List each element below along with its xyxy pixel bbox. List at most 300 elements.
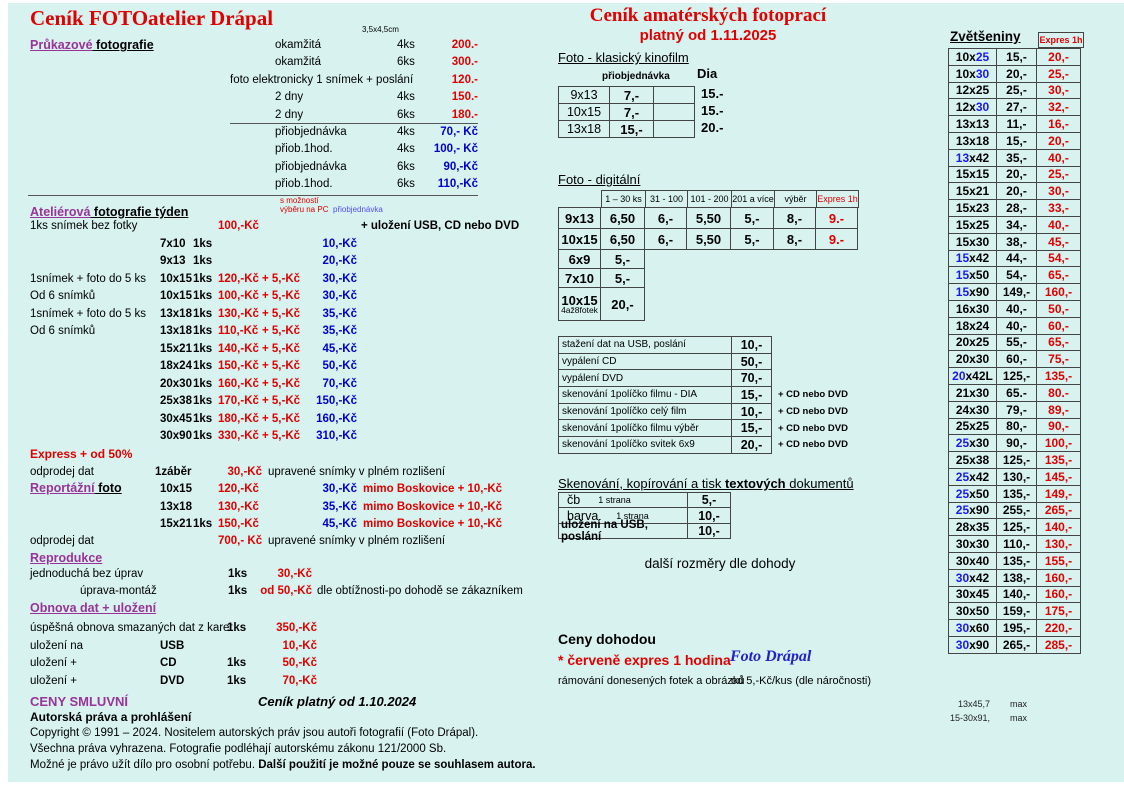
order-price: 70,-Kč	[322, 377, 357, 390]
enlargement-row	[948, 586, 1081, 604]
price: 100,- Kč	[433, 143, 478, 156]
price: 10,-	[731, 403, 772, 421]
price: 120.-	[451, 73, 478, 86]
price: 135,-	[996, 552, 1037, 570]
size	[948, 485, 997, 503]
odprodej-row-1	[30, 464, 535, 482]
express-price: 100,-	[1036, 434, 1081, 452]
price: 54,-	[996, 266, 1037, 284]
heading-scan	[558, 476, 854, 491]
scan-heading-post: dokumentů	[785, 476, 854, 491]
size	[948, 552, 997, 570]
price: 5,50	[686, 228, 731, 250]
heading-rest: foto	[94, 481, 122, 495]
digital-row	[558, 228, 859, 250]
quantity: 1ks	[227, 622, 247, 634]
order-price: 35,-Kč	[322, 325, 357, 337]
price: 5,50	[686, 207, 731, 229]
enlargement-row	[948, 82, 1081, 100]
item-label: 1snímek + foto do 5 ks	[30, 272, 147, 285]
atelier-rows	[30, 218, 535, 446]
size	[948, 334, 997, 352]
spacer	[357, 428, 535, 446]
price: 25,-	[996, 82, 1037, 100]
size-part: 15x15	[955, 167, 990, 182]
express-price: 60,-	[1036, 317, 1081, 335]
price: 40,-	[996, 317, 1037, 335]
price: 35,-	[996, 149, 1037, 167]
order-price: 30,-Kč	[322, 483, 357, 495]
surcharge: + 5,-Kč	[262, 342, 301, 355]
size-part-highlight: 15	[955, 285, 970, 300]
size	[948, 115, 997, 133]
item-label: přiobjednávka	[275, 125, 347, 138]
service-row	[558, 419, 848, 437]
size-part: 10x	[955, 66, 976, 81]
price: od 50,-Kč	[260, 585, 312, 598]
heading-rest: fotografie	[92, 38, 154, 52]
item-label: 2 dny	[230, 107, 395, 124]
price: 350,-Kč	[276, 622, 317, 634]
item-label: okamžitá	[275, 39, 322, 51]
size: 13x18	[558, 120, 610, 138]
item-label: přiobjednávka	[275, 160, 347, 173]
service-row	[558, 369, 848, 387]
enlargement-row	[948, 266, 1081, 284]
enlargement-row	[948, 233, 1081, 251]
heading-accent: Průkazové	[30, 38, 93, 52]
size	[948, 166, 997, 184]
size-part: 15x30	[955, 234, 990, 249]
price	[218, 253, 262, 271]
size	[948, 283, 997, 301]
price: 700,- Kč	[218, 535, 263, 547]
size	[948, 250, 997, 268]
media-note: + CD nebo DVD	[778, 389, 848, 401]
size: 10x15	[160, 483, 192, 495]
service-label: skenování 1políčko celý film	[558, 403, 732, 421]
size: 20x30	[160, 377, 192, 390]
atelier-col-note-blue: přiobjednávka	[333, 205, 383, 214]
column-header: výběr	[774, 190, 817, 208]
price: 20,-	[731, 436, 772, 454]
price: 125,-	[996, 367, 1037, 385]
size: 13x18	[160, 307, 192, 320]
column-header: 101 - 200	[687, 190, 732, 208]
express-price: 65,-	[1036, 334, 1081, 352]
quantity: 6ks	[397, 160, 415, 173]
ramovani-row	[558, 675, 871, 687]
note	[312, 566, 535, 583]
price: 200.-	[451, 39, 478, 51]
digital-table	[558, 190, 859, 321]
size	[948, 535, 997, 553]
quantity: 1ks	[193, 360, 213, 372]
per-page-note: 1 strana	[616, 510, 649, 521]
quantity: 1ks	[228, 568, 248, 580]
size	[948, 233, 997, 251]
price: 8,-	[773, 207, 816, 229]
express-price: 149,-	[1036, 485, 1081, 503]
express-price: 135,-	[1036, 367, 1081, 385]
order-price: 150,-Kč	[316, 395, 357, 407]
odprodej-row-2	[30, 533, 535, 551]
quantity	[395, 72, 428, 89]
autorska-prava: Autorská práva a prohlášení	[30, 710, 192, 724]
enlargement-row	[948, 334, 1081, 352]
size: 15x21	[160, 518, 192, 530]
platny-od: Ceník platný od 1.10.2024	[258, 694, 417, 709]
size-part: x42L	[965, 369, 993, 384]
price: 40,-	[996, 300, 1037, 318]
quantity: 4ks	[397, 91, 415, 104]
size	[948, 65, 997, 83]
quantity: 1ks	[193, 518, 213, 530]
price: 11,-	[996, 115, 1037, 133]
item-label: úprava-montáž	[80, 585, 157, 598]
express-price: 9.-	[815, 228, 858, 250]
express-price: 20,-	[1036, 48, 1081, 66]
size-part-highlight: 30	[955, 620, 970, 635]
price: 110,-Kč	[437, 178, 478, 191]
item-label: okamžitá	[275, 56, 322, 69]
quantity: 1ks	[193, 237, 213, 250]
expres-header-box: Expres 1h	[1038, 32, 1084, 48]
heading-zvetseniny: Zvětšeniny	[950, 29, 1021, 44]
item-label: Od 6 snímků	[30, 290, 96, 302]
price: 7,-	[609, 86, 654, 104]
scan-heading-pre: Skenování, kopírování a tisk	[558, 476, 725, 491]
price: 44,-	[996, 250, 1037, 268]
enlargement-row	[948, 65, 1081, 83]
spacer	[30, 499, 160, 517]
size	[948, 182, 997, 200]
order-price: 35,-Kč	[322, 307, 357, 320]
price: 159,-	[996, 602, 1037, 620]
size: 30x45	[160, 412, 192, 425]
price: 70,- Kč	[440, 125, 478, 138]
service-row	[558, 403, 848, 421]
region-surcharge-note: mimo Boskovice + 10,-Kč	[363, 483, 503, 495]
ramovani-label: rámování donesených fotek a obrázků	[558, 675, 745, 687]
enlargement-row	[948, 166, 1081, 184]
size: 25x38	[160, 395, 192, 407]
order-price: 35,-Kč	[322, 500, 357, 513]
service-label: skenování 1políčko filmu výběr	[558, 419, 732, 437]
service-label: skenování 1políčko filmu - DIA	[558, 386, 732, 404]
size-part: 12x25	[955, 83, 990, 98]
quantity: 1ks	[193, 325, 213, 337]
size-part: 15x25	[955, 217, 990, 232]
surcharge: + 5,-Kč	[262, 272, 301, 285]
size	[948, 317, 997, 335]
quantity: 4ks	[397, 39, 415, 51]
express-price: 25,-	[1036, 65, 1081, 83]
size-part: x90	[969, 285, 990, 300]
spacer	[357, 411, 535, 429]
price: 180.-	[428, 107, 478, 124]
size	[948, 418, 997, 436]
size-part: 13x13	[955, 117, 990, 132]
spacer	[357, 376, 535, 394]
price: 27,-	[996, 98, 1037, 116]
price: 255,-	[996, 502, 1037, 520]
price: 20,-	[600, 287, 645, 321]
heading-accent: Obnova dat + uložení	[30, 601, 157, 615]
reprodukce-rows	[30, 566, 535, 601]
size: 9x13	[160, 255, 186, 267]
size-part: 18x24	[955, 318, 990, 333]
quantity: 1ks	[193, 290, 213, 302]
size-part: x50	[969, 486, 990, 501]
price: 10,-	[687, 523, 731, 539]
item-label: 1snímek + foto do 5 ks	[30, 307, 147, 320]
price: 38,-	[996, 233, 1037, 251]
enlargement-row	[948, 418, 1081, 436]
enlargement-row	[948, 434, 1081, 452]
service-label: skenování 1políčko svitek 6x9	[558, 436, 732, 454]
price: 5,-	[730, 228, 774, 250]
digital-row	[558, 249, 859, 269]
express-price: 160,-	[1036, 586, 1081, 604]
express-price: 30,-	[1036, 82, 1081, 100]
express-price: 89,-	[1036, 401, 1081, 419]
dia-price: 15.-	[701, 86, 724, 101]
size-part-highlight: 20	[952, 369, 966, 384]
enlargement-row	[948, 367, 1081, 385]
spacer	[357, 341, 535, 359]
price: 10,-	[687, 507, 731, 523]
enlargement-row	[948, 149, 1081, 167]
column-header: 1 – 30 ks	[601, 190, 646, 208]
size	[948, 518, 997, 536]
item-label: přiob.1hod.	[275, 143, 333, 156]
item-label: uložení +	[30, 674, 77, 687]
size	[948, 401, 997, 419]
enlargement-row	[948, 199, 1081, 217]
enlargement-row	[948, 401, 1081, 419]
footnote-max: max	[1010, 713, 1028, 723]
kinofilm-row	[558, 103, 750, 121]
size: 10x15	[160, 290, 192, 302]
heading-accent: Reportážní	[30, 481, 95, 495]
price: 125,-	[996, 518, 1037, 536]
obnova-rows	[30, 620, 317, 690]
express-price: 20,-	[1036, 132, 1081, 150]
express-price: 155,-	[1036, 552, 1081, 570]
quantity	[195, 638, 260, 656]
ceny-dohodou: Ceny dohodou	[558, 631, 656, 647]
price: 300.-	[451, 56, 478, 69]
quantity: 1ks	[193, 377, 213, 390]
enlargement-row	[948, 636, 1081, 654]
item-label	[30, 341, 160, 359]
size-part-highlight: 25	[955, 503, 970, 518]
size	[948, 350, 997, 368]
item-label: uložení na	[30, 639, 84, 652]
size-part-highlight: 30	[975, 66, 990, 81]
medium: DVD	[160, 674, 185, 687]
item-label	[30, 253, 160, 271]
size-part: 30x45	[955, 587, 990, 602]
price: 330,-Kč	[218, 430, 259, 442]
size	[948, 48, 997, 66]
price: 110,-	[996, 535, 1037, 553]
price: 150,-Kč	[218, 518, 259, 530]
size	[948, 451, 997, 469]
spacer	[262, 499, 304, 517]
size: 10x15	[558, 103, 610, 121]
region-surcharge-note: mimo Boskovice + 10,-Kč	[363, 500, 503, 513]
price: 6,-	[644, 228, 687, 250]
footnote-1	[958, 699, 1028, 709]
order-price: 45,-Kč	[322, 518, 357, 530]
copyright-line-2: Všechna práva vyhrazena. Fotografie podléhají autorskému zákonu 121/2000 Sb.	[30, 743, 447, 755]
size	[948, 619, 997, 637]
size-part: x42	[969, 150, 990, 165]
quantity: 1ks	[193, 395, 213, 407]
storage-note: + uložení USB, CD nebo DVD	[361, 220, 520, 232]
order-price: 45,-Kč	[322, 342, 357, 355]
footnote-max: max	[1010, 699, 1028, 709]
price: 34,-	[996, 216, 1037, 234]
express-price: 25,-	[1036, 166, 1081, 184]
express-price: 40,-	[1036, 149, 1081, 167]
express-price: 285,-	[1036, 636, 1081, 654]
price: 5,-	[600, 268, 645, 288]
size: 13x18	[160, 500, 192, 513]
enlargement-row	[948, 216, 1081, 234]
copyright-line-3	[30, 759, 536, 771]
price: 90,-	[996, 434, 1037, 452]
size-note: 3,5x4,5cm	[362, 25, 399, 34]
enlargement-row	[948, 350, 1081, 368]
scan-label	[558, 518, 688, 543]
size	[948, 367, 997, 385]
express-price: 160,-	[1036, 569, 1081, 587]
size-part: 20x30	[955, 352, 990, 367]
price: 15,-	[731, 419, 772, 437]
spacer	[357, 306, 535, 324]
surcharge: + 5,-Kč	[262, 290, 301, 302]
size-part: x50	[969, 268, 990, 283]
price: 138,-	[996, 569, 1037, 587]
order-price: 50,-Kč	[322, 360, 357, 372]
size-part: 12x	[955, 100, 976, 115]
express-price: 265,-	[1036, 502, 1081, 520]
size-part-highlight: 30	[955, 637, 970, 652]
size	[948, 636, 997, 654]
enlargement-row	[948, 283, 1081, 301]
enlargement-row	[948, 115, 1081, 133]
express-price: 175,-	[1036, 602, 1081, 620]
enlargement-row	[948, 502, 1081, 520]
spacer	[262, 481, 304, 499]
size-part-highlight: 15	[955, 268, 970, 283]
label-text: barva	[567, 508, 599, 523]
size	[948, 569, 997, 587]
price: 6,-	[644, 207, 687, 229]
size-part: 30x50	[955, 604, 990, 619]
express-price: 50,-	[1036, 300, 1081, 318]
line3-normal: Možné je právo užít dílo pro osobní potřebu.	[30, 759, 259, 771]
order-price: 20,-Kč	[322, 255, 357, 267]
price: 70,-	[731, 369, 772, 387]
price: 10,-	[731, 336, 772, 354]
digital-header-row	[558, 190, 859, 208]
price: 150.-	[451, 91, 478, 104]
express-price: 65,-	[1036, 266, 1081, 284]
express-price: 16,-	[1036, 115, 1081, 133]
price: 135,-	[996, 485, 1037, 503]
item-label	[30, 358, 160, 376]
label-text: čb	[567, 493, 581, 508]
media-note: + CD nebo DVD	[778, 406, 848, 418]
heading-rest: fotografie týden	[90, 205, 189, 219]
express-price: 45,-	[1036, 233, 1081, 251]
surcharge: + 5,-Kč	[262, 325, 301, 337]
spacer	[558, 190, 601, 208]
express-legend: * červeně expres 1 hodina	[558, 652, 731, 668]
scan-heading-bold: textových	[724, 476, 786, 491]
section-divider	[28, 195, 478, 196]
price: 10,-Kč	[282, 639, 317, 652]
express-price: 33,-	[1036, 199, 1081, 217]
kinofilm-row	[558, 86, 750, 104]
price: 100,-Kč	[218, 290, 259, 302]
surcharge: + 5,-Kč	[262, 307, 301, 320]
size-part: 15x21	[955, 184, 990, 199]
size	[948, 149, 997, 167]
enlargement-row	[948, 518, 1081, 536]
size-part-highlight: 15	[955, 251, 970, 266]
size	[948, 82, 997, 100]
price: 140,-	[996, 586, 1037, 604]
size	[558, 228, 601, 250]
express-price: 160,-	[1036, 283, 1081, 301]
price: 150,-Kč	[218, 360, 259, 372]
price: 120,-Kč	[218, 272, 259, 285]
express-price: 54,-	[1036, 250, 1081, 268]
order-price: 310,-Kč	[316, 430, 357, 442]
surcharge: + 5,-Kč	[262, 412, 301, 425]
column-header: 201 a více	[731, 190, 775, 208]
scan-row	[558, 518, 731, 543]
price: 265,-	[996, 636, 1037, 654]
size	[558, 249, 601, 269]
size-part: x60	[969, 620, 990, 635]
scan-row	[558, 492, 731, 508]
surcharge	[262, 253, 304, 271]
quantity: 1ks	[193, 430, 213, 442]
size	[948, 434, 997, 452]
size-part-highlight: 25	[955, 436, 970, 451]
size-part-highlight: 25	[955, 469, 970, 484]
size-part: x42	[969, 469, 990, 484]
size-text: 7x10	[565, 270, 594, 286]
surcharge	[262, 236, 304, 254]
size-part: 24x30	[955, 402, 990, 417]
size	[948, 266, 997, 284]
section-heading-atelier	[30, 205, 188, 219]
express-note: Express + od 50%	[30, 447, 133, 461]
size	[558, 207, 601, 229]
price: 15,-	[731, 386, 772, 404]
size-part: x30	[969, 436, 990, 451]
scan-table	[558, 492, 731, 543]
enlargement-row	[948, 468, 1081, 486]
enlargement-row	[948, 250, 1081, 268]
